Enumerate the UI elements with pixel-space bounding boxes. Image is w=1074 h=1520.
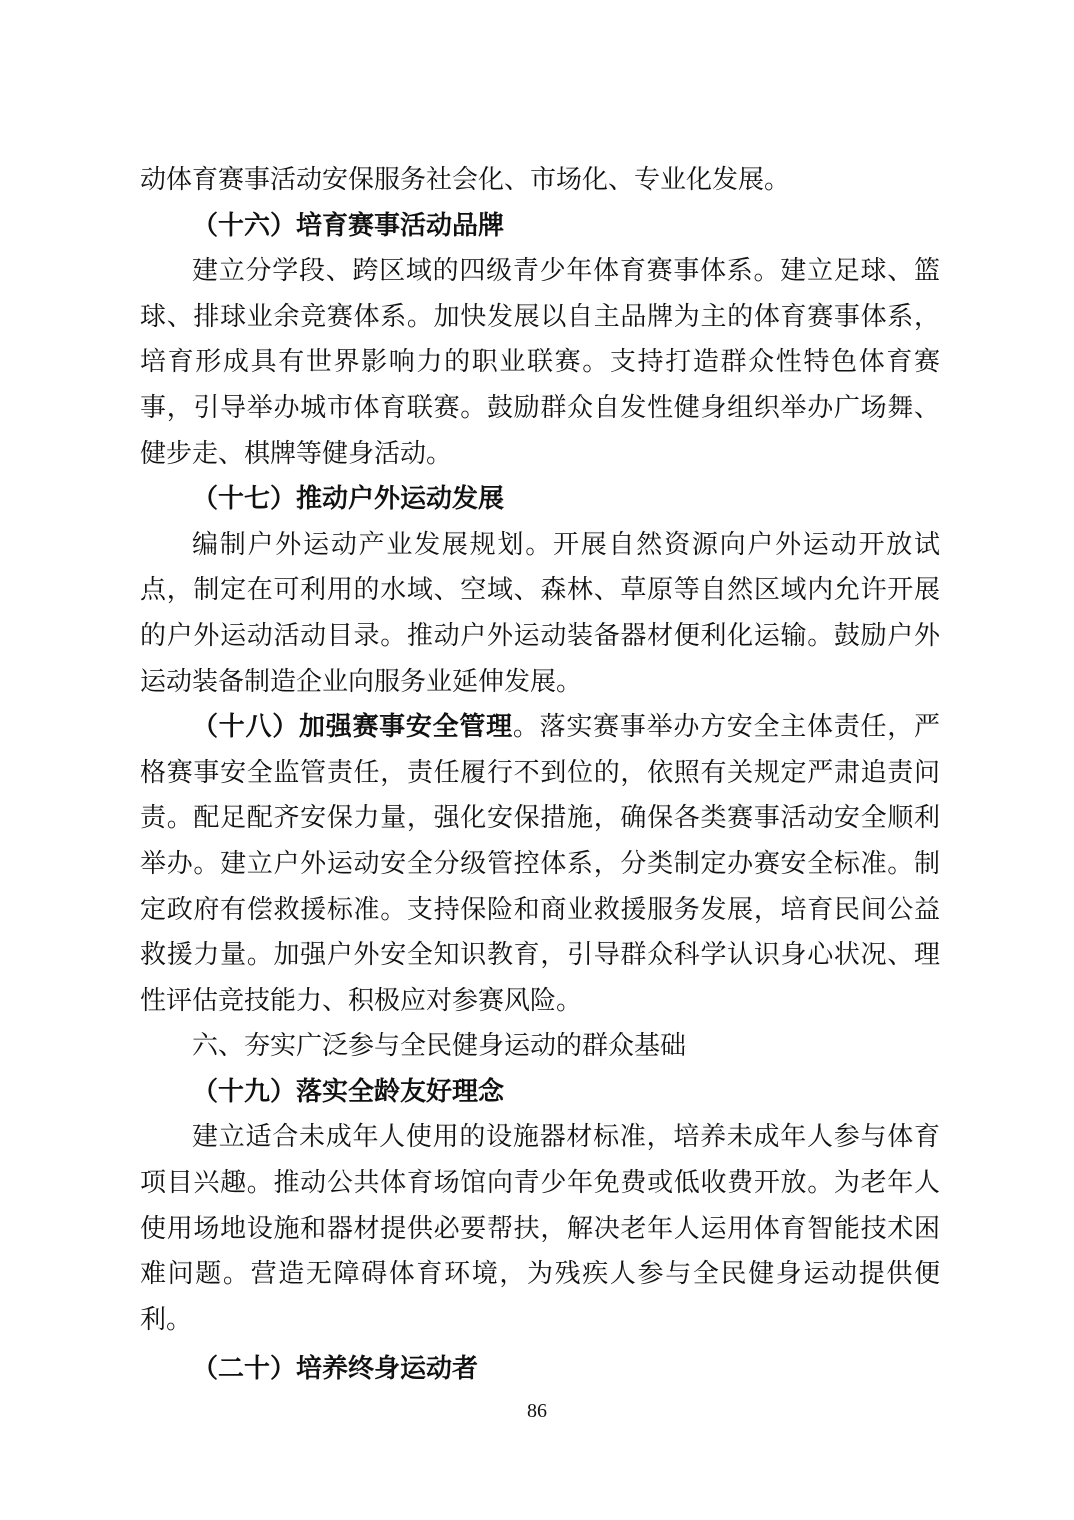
paragraph-17: 编制户外运动产业发展规划。开展自然资源向户外运动开放试点，制定在可利用的水域、空域、森林、草原等自然区域内允许开展的户外运动活动目录。推动户外运动装备器材便利化运输。鼓励户外运动装备制造企业向服务业延伸发展。 <box>140 529 940 697</box>
paragraph-18-text: 。落实赛事举办方安全主体责任，严格赛事安全监管责任，责任履行不到位的，依照有关规定严肃追责问责。配足配齐安保力量，强化安保措施，确保各类赛事活动安全顺利举办。建立户外运动安全分级管控体系，分类制定办赛安全标准。制定政府有偿救援标准。支持保险和商业救援服务发展，培育民间公益救援力量。加强户外安全知识教育，引导群众科学认识身心状况、理性评估竞技能力、积极应对参赛风险。 <box>140 712 940 1016</box>
section-heading-6: 六、夯实广泛参与全民健身运动的群众基础 <box>192 1031 687 1062</box>
page-number: 86 <box>527 1400 547 1422</box>
heading-20: （二十）培养终身运动者 <box>192 1354 479 1385</box>
paragraph-continuation: 动体育赛事活动安保服务社会化、市场化、专业化发展。 <box>140 165 791 195</box>
heading-16: （十六）培育赛事活动品牌 <box>192 210 505 241</box>
paragraph-18 <box>140 705 940 1024</box>
document-body <box>140 158 940 1393</box>
paragraph-16: 建立分学段、跨区域的四级青少年体育赛事体系。建立足球、篮球、排球业余竞赛体系。加快发展以自主品牌为主的体育赛事体系，培育形成具有世界影响力的职业联赛。支持打造群众性特色体育赛事，引导举办城市体育联赛。鼓励群众自发性健身组织举办广场舞、健步走、棋牌等健身活动。 <box>140 256 940 469</box>
heading-18: （十八）加强赛事安全管理 <box>192 712 513 743</box>
heading-19: （十九）落实全龄友好理念 <box>192 1076 505 1107</box>
paragraph-19: 建立适合未成年人使用的设施器材标准，培养未成年人参与体育项目兴趣。推动公共体育场馆向青少年免费或低收费开放。为老年人使用场地设施和器材提供必要帮扶，解决老年人运用体育智能技术困难问题。营造无障碍体育环境，为残疾人参与全民健身运动提供便利。 <box>140 1122 940 1335</box>
heading-17: （十七）推动户外运动发展 <box>192 484 505 515</box>
